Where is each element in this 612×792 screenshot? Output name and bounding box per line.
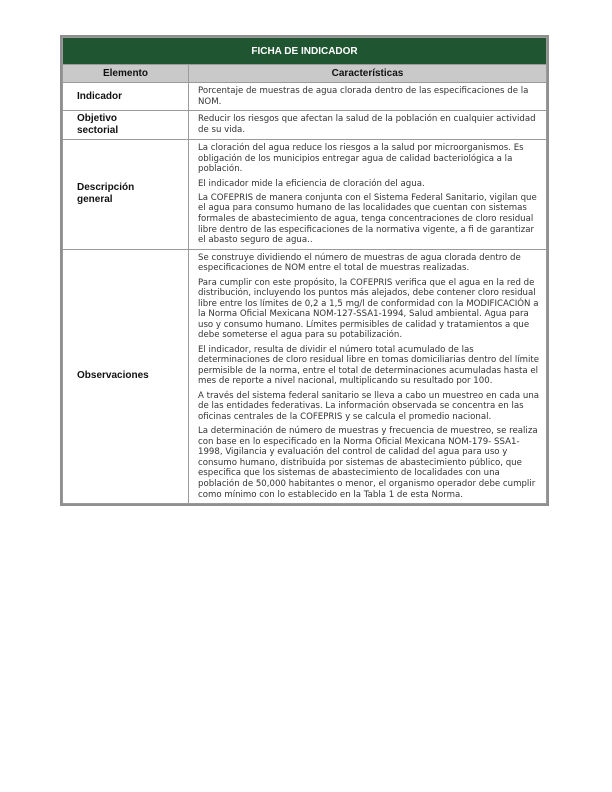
paragraph: Se construye dividiendo el número de muestras de agua clorada dentro de especificaciones de NOM entre el total de muestras realizadas. [198, 252, 521, 274]
paragraph: Porcentaje de muestras de agua clorada dentro de las especificaciones de la NOM. [198, 86, 529, 107]
indicator-table [62, 37, 547, 504]
title-row [63, 38, 547, 65]
column-header-row [63, 65, 547, 83]
paragraph: Para cumplir con este propósito, la COFEPRIS verifica que el agua en la red de distribución, incluyendo los puntos más alejados, debe contener cloro residual libre entre los límites de 0,2 a 1,5 mg/l de conformidad con la MODIFICACIÓN a la Norma Oficial Mexicana NOM-127-SSA1-1994, Salud ambiental. Agua para uso y consumo humano. Límites permisibles de calidad y tratamientos a que debe someterse el agua para su potabilización. [198, 277, 539, 341]
row-label [63, 111, 189, 140]
sheet-title: FICHA DE INDICADOR [63, 38, 547, 65]
paragraph: La COFEPRIS de manera conjunta con el Sistema Federal Sanitario, vigilan que el agua para consumo humano de las localidades que cuentan con sistemas formales de abastecimiento de agua, tenga concentraciones de cloro residual libre dentro de las especificaciones de la normativa vigente, a fi de garantizar el abasto seguro de agua.. [198, 192, 537, 246]
table-row [63, 83, 547, 111]
row-label: Observaciones [63, 249, 189, 503]
row-label: Indicador [63, 83, 189, 111]
table-row [63, 111, 547, 140]
column-header-elemento: Elemento [63, 65, 189, 83]
row-text [189, 249, 547, 503]
paragraph: La cloración del agua reduce los riesgos a la salud por microorganismos. Es obligación de los municipios entregar agua de calidad bacteriológica a la población. [198, 143, 524, 175]
paragraph: El indicador, resulta de dividir el número total acumulado de las determinaciones de cloro residual libre en tomas domiciliarias dentro del límite permisible de la norma, entre el total de determinaciones acumuladas hasta el mes de reporte a nivel nacional, multiplicando su resultado por 100. [198, 344, 540, 387]
paragraph: A través del sistema federal sanitario se lleva a cabo un muestreo en cada una de las entidades federativas. La información observada se concentra en las oficinas centrales de la COFEPRIS y se calcula el promedio nacional. [198, 390, 540, 422]
paragraph: La determinación de número de muestras y frecuencia de muestreo, se realiza con base en lo especificado en la Norma Oficial Mexicana NOM-179- SSA1-1998, Vigilancia y evaluación del control de calidad del agua para uso y consumo humano, distribuida por sistemas de abastecimiento público, que especifica que los sistemas de abastecimiento de localidades con una población de 50,000 habitantes o menor, el organismo operador debe cumplir como mínimo con lo establecido en la Tabla 1 de esta Norma. [198, 426, 538, 500]
row-label-text: Objetivo sectorial [77, 113, 119, 137]
table-row [63, 249, 547, 503]
row-text [189, 111, 547, 140]
table-row [63, 140, 547, 250]
indicator-sheet [60, 35, 549, 506]
row-label-text: Descripción general [77, 182, 135, 206]
column-header-caracteristicas: Características [189, 65, 547, 83]
row-text [189, 140, 547, 250]
paragraph: El indicador mide la eficiencia de cloración del agua. [198, 178, 425, 189]
row-text [189, 83, 547, 111]
row-label [63, 140, 189, 250]
paragraph: Reducir los riesgos que afectan la salud de la población en cualquier actividad de su vida. [198, 114, 536, 135]
